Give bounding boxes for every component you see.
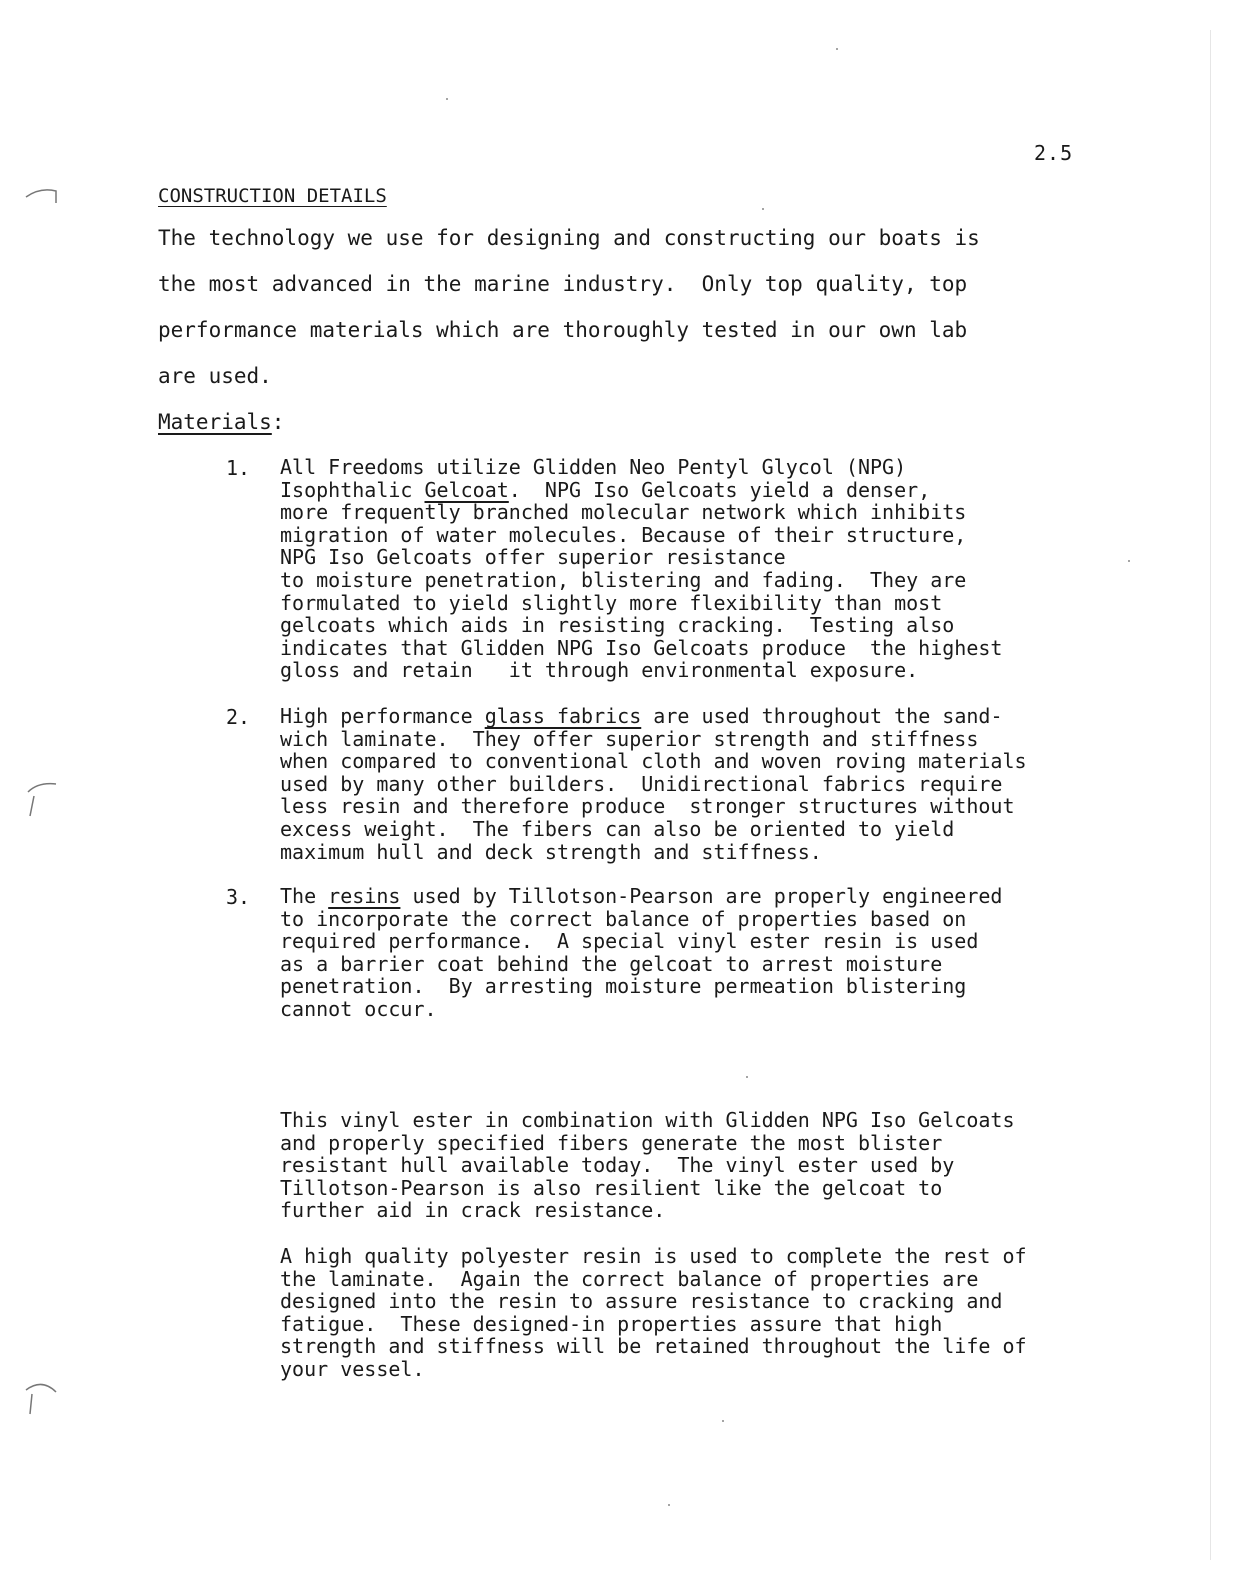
materials-heading — [158, 410, 284, 434]
text-line: the laminate. Again the correct balance of properties are — [280, 1266, 979, 1291]
text-line: Tillotson-Pearson is also resilient like the gelcoat to — [280, 1175, 943, 1200]
text-line: excess weight. The fibers can also be oriented to yield — [280, 816, 955, 841]
list-item-number: 1. — [226, 456, 251, 480]
vinyl-ester-paragraph — [280, 1109, 1160, 1222]
scan-speck — [762, 208, 764, 210]
text-line: All Freedoms utilize Glidden Neo Pentyl Glycol (NPG) — [280, 455, 907, 479]
text-line: required performance. A special vinyl ester resin is used — [280, 929, 979, 954]
text-line: NPG Iso Gelcoats offer superior resistance — [280, 545, 786, 570]
list-item-text — [280, 705, 1160, 863]
text-line: indicates that Glidden NPG Iso Gelcoats produce the highest — [280, 635, 1003, 660]
gelcoat-term: Gelcoat — [424, 477, 509, 502]
intro-line: the most advanced in the marine industry. Only top quality, top — [158, 272, 968, 296]
list-item-text — [280, 456, 1160, 682]
page-number: 2.5 — [1034, 141, 1074, 165]
text-line: Isophthalic Gelcoat. NPG Iso Gelcoats yield a denser, — [280, 477, 931, 502]
text-line: when compared to conventional cloth and woven roving materials — [280, 749, 1027, 774]
text-line: further aid in crack resistance. — [280, 1198, 666, 1223]
hole-punch-mark — [22, 1376, 60, 1420]
polyester-paragraph — [280, 1245, 1160, 1381]
resins-term: resins — [328, 884, 401, 908]
text-line: used by many other builders. Unidirectional fabrics require — [280, 771, 1003, 796]
list-item-number: 2. — [226, 705, 251, 729]
text-line: fatigue. These designed-in properties assure that high — [280, 1311, 943, 1336]
glass-fabrics-term: glass fabrics — [484, 704, 642, 728]
text-line: maximum hull and deck strength and stiffness. — [280, 839, 822, 864]
scan-speck — [668, 1504, 670, 1506]
text-line: cannot occur. — [280, 996, 437, 1021]
scan-speck — [722, 1420, 724, 1422]
text-line: High performance glass fabrics are used throughout the sand- — [280, 704, 1003, 728]
text-line: This vinyl ester in combination with Glidden NPG Iso Gelcoats — [280, 1108, 1015, 1132]
text-line: gelcoats which aids in resisting cracking. Testing also — [280, 613, 955, 638]
text-line: designed into the resin to assure resistance to cracking and — [280, 1289, 1003, 1314]
text-line: formulated to yield slightly more flexibility than most — [280, 590, 943, 615]
text-line: gloss and retain it through environmental exposure. — [280, 658, 919, 683]
hole-punch-mark — [22, 185, 60, 207]
text-line: strength and stiffness will be retained throughout the life of — [280, 1334, 1027, 1359]
scan-speck — [836, 48, 838, 50]
materials-heading-colon: : — [271, 410, 285, 434]
scan-edge-line — [1210, 30, 1211, 1560]
text-line: migration of water molecules. Because of their structure, — [280, 522, 967, 547]
text-line: and properly specified fibers generate the most blister — [280, 1130, 943, 1155]
text-line: The resins used by Tillotson-Pearson are properly engineered — [280, 884, 1003, 908]
materials-heading-label: Materials — [158, 410, 272, 434]
intro-paragraph — [158, 226, 1158, 410]
section-title: CONSTRUCTION DETAILS — [158, 185, 387, 207]
intro-line: are used. — [158, 364, 272, 388]
text-line: penetration. By arresting moisture permeation blistering — [280, 974, 967, 999]
text-line: A high quality polyester resin is used to complete the rest of — [280, 1244, 1027, 1268]
text-line: resistant hull available today. The vinyl ester used by — [280, 1153, 955, 1178]
text-line: as a barrier coat behind the gelcoat to arrest moisture — [280, 951, 943, 976]
intro-line: The technology we use for designing and constructing our boats is — [158, 226, 980, 250]
text-line: to moisture penetration, blistering and fading. They are — [280, 567, 967, 592]
text-line: more frequently branched molecular network which inhibits — [280, 500, 967, 525]
hole-punch-mark — [22, 778, 60, 822]
list-item-text — [280, 885, 1160, 1021]
intro-line: performance materials which are thoroughly tested in our own lab — [158, 318, 968, 342]
text-line: to incorporate the correct balance of properties based on — [280, 906, 967, 931]
list-item-number: 3. — [226, 885, 251, 909]
scan-speck — [446, 98, 448, 100]
text-line: your vessel. — [280, 1356, 425, 1381]
text-line: wich laminate. They offer superior strength and stiffness — [280, 726, 979, 751]
scan-speck — [746, 1076, 748, 1078]
text-line: less resin and therefore produce stronger structures without — [280, 794, 1015, 819]
